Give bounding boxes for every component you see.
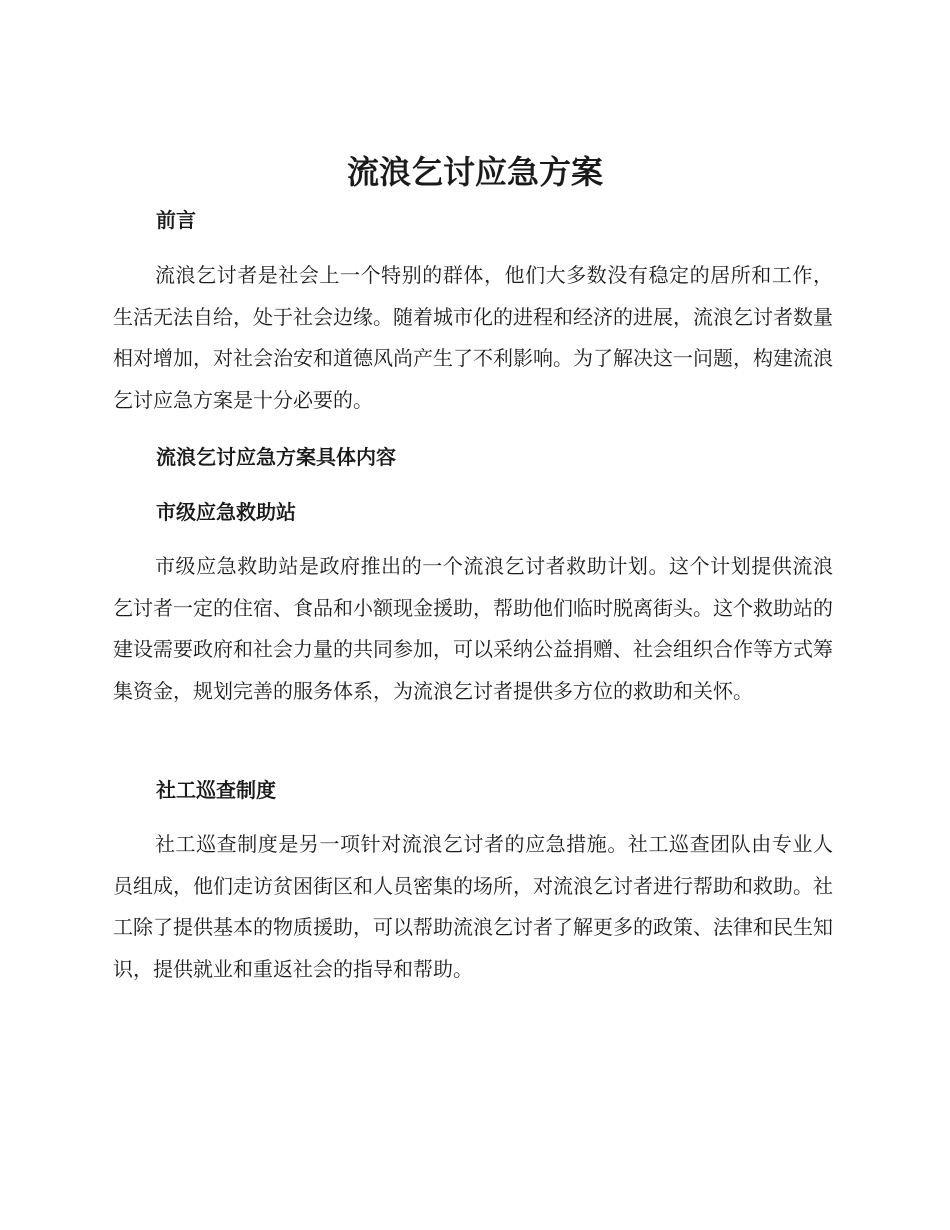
- section-heading-preface: 前言: [156, 208, 196, 232]
- section-heading-plan-content: 流浪乞讨应急方案具体内容: [156, 445, 396, 469]
- paragraph-preface: 流浪乞讨者是社会上一个特别的群体，他们大多数没有稳定的居所和工作，生活无法自给，处于社会边缘。随着城市化的进程和经济的进展，流浪乞讨者数量相对增加，对社会治安和道德风尚产生了不利影响。为了解决这一问题，构建流浪乞讨应急方案是十分必要的。: [113, 263, 833, 412]
- document-title: 流浪乞讨应急方案: [346, 153, 603, 191]
- paragraph-rescue-station: 市级应急救助站是政府推出的一个流浪乞讨者救助计划。这个计划提供流浪乞讨者一定的住宿、食品和小额现金援助，帮助他们临时脱离街头。这个救助站的建设需要政府和社会力量的共同参加，可以采纳公益捐赠、社会组织合作等方式筹集资金，规划完善的服务体系，为流浪乞讨者提供多方位的救助和关怀。: [113, 554, 833, 703]
- paragraph-social-worker-patrol: 社工巡查制度是另一项针对流浪乞讨者的应急措施。社工巡查团队由专业人员组成，他们走访贫困街区和人员密集的场所，对流浪乞讨者进行帮助和救助。社工除了提供基本的物质援助，可以帮助流浪乞讨者了解更多的政策、法律和民生知识，提供就业和重返社会的指导和帮助。: [113, 832, 833, 981]
- section-heading-social-worker-patrol: 社工巡查制度: [156, 778, 276, 802]
- section-heading-rescue-station: 市级应急救助站: [156, 500, 296, 524]
